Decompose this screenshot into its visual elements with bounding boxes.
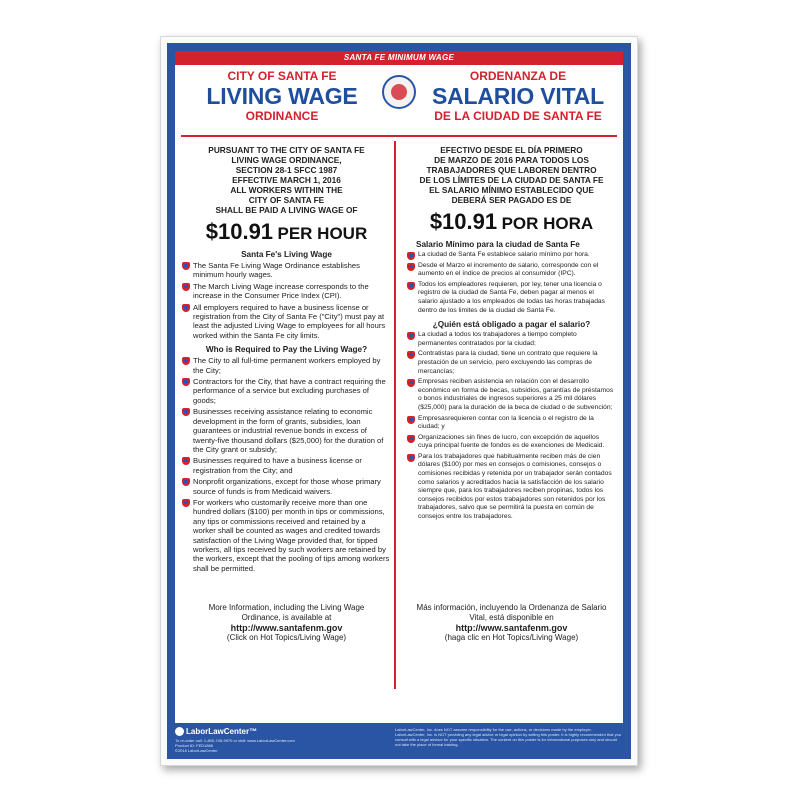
spanish-section1-list: [406, 251, 617, 315]
wage-amount: $10.91: [205, 219, 274, 244]
list-item-text: For workers who customarily receive more than one hundred dollars ($100) per month in tips or commissions, any tips or commissions received and retained by a worker shall be counted as wages and credited towards satisfaction of the Living Wage provided that, for tipped workers, all tips received by such workers are retained by the workers, except that the pooling of tips among workers shall be permitted.: [193, 497, 390, 573]
wage-unit: POR HORA: [501, 214, 594, 233]
spanish-wage: [406, 209, 617, 235]
list-item-text: All employers required to have a business license or registration from the City of Santa Fe ("City") must pay at least the adjusted Living Wage to employees for all hours worked within the Santa Fe city limits.: [193, 302, 386, 340]
header-spanish-title: SALARIO VITAL: [431, 83, 605, 109]
list-item: [181, 356, 390, 375]
list-item-text: The March Living Wage increase corresponds to the increase in the Consumer Price Index (CPI).: [193, 281, 369, 301]
intro-line: SHALL BE PAID A LIVING WAGE OF: [215, 205, 358, 215]
english-url-link[interactable]: http://www.santafenm.gov: [230, 623, 343, 633]
spanish-section1-title: Salario Mínimo para la ciudad de Santa Fe: [416, 240, 580, 249]
more-line: More Information, including the Living Wage: [208, 603, 365, 612]
footer-disclaimer: LaborLawCenter, Inc. does NOT assume responsibility for the use, actions, or decisions made by the employer. LaborLawCenter, Inc. is NOT providing any legal advice or legal opinion by selling this poster. It is highly recommended that you consult with a legal advisor for your specific situation. The content on this poster is for informational purposes only and should not take the place of formal training.: [395, 727, 622, 747]
url-note: (Click on Hot Topics/Living Wage): [226, 633, 347, 642]
spanish-more-info: [406, 603, 617, 643]
footer-line: ©2016 LaborLawCenter: [175, 748, 218, 753]
bullet-shield-icon: [407, 332, 415, 340]
intro-line: SECTION 28-1 SFCC 1987: [235, 165, 338, 175]
bullet-shield-icon: [182, 304, 190, 312]
list-item: [406, 350, 615, 376]
english-intro: [181, 141, 392, 215]
intro-line: CITY OF SANTA FE: [248, 195, 325, 205]
bullet-shield-icon: [407, 379, 415, 387]
list-item: [406, 331, 615, 348]
more-line: Vital, está disponible en: [469, 613, 554, 622]
more-line: Ordinance, is available at: [241, 613, 332, 622]
bullet-shield-icon: [407, 435, 415, 443]
header-english-sub: ORDINANCE: [245, 109, 319, 123]
english-more-info: [181, 603, 392, 643]
intro-line: LIVING WAGE ORDINANCE,: [231, 155, 342, 165]
list-item: [181, 407, 390, 454]
list-item-text: Empresas reciben asistencia en relación con el desarrollo económico en forma de becas, subsidios, garantías de préstamos o bonos industriales de ingresos superiores a 25 mil dólares ($25,000) para la duración de la beca de ciudad o de subvención;: [418, 378, 614, 411]
more-line: Más información, incluyendo la Ordenanza de Salario: [416, 603, 607, 612]
list-item-text: Empresasrequieren contar con la licencia o el registro de la ciudad; y: [418, 414, 594, 431]
list-item-text: Organizaciones sin fines de lucro, con excepción de aquellos cuya principal fuente de fondos es de exenciones de Medicaid.: [418, 433, 605, 450]
city-seal-icon: [382, 75, 416, 109]
list-item-text: Businesses receiving assistance relating to economic development in the form of grants, subsidies, loan guarantees or industrial revenue bonds in excess of twenty-five thousand dollars ($25,000) for the duration of the City grant or subsidy;: [193, 407, 384, 454]
bullet-shield-icon: [182, 499, 190, 507]
spanish-section2-list: [406, 331, 617, 521]
laborlawcenter-logo: [175, 727, 257, 736]
footer-small-print: [175, 738, 335, 753]
intro-line: EFECTIVO DESDE EL DÍA PRIMERO: [440, 145, 583, 155]
header-spanish: [423, 69, 613, 123]
column-divider: [394, 141, 396, 689]
list-item-text: Contratistas para la ciudad, tiene un contrato que requiere la prestación de un servicio, pero excluyendo las compras de mercancías;: [418, 350, 598, 375]
english-section1-title: Santa Fe's Living Wage: [241, 250, 332, 259]
bullet-shield-icon: [407, 282, 415, 290]
banner-title: SANTA FE MINIMUM WAGE: [175, 51, 623, 65]
spanish-url-link[interactable]: http://www.santafenm.gov: [455, 623, 568, 633]
bullet-shield-icon: [182, 457, 190, 465]
list-item: [406, 378, 615, 412]
list-item: [406, 251, 615, 260]
list-item-text: Contractors for the City, that have a contract requiring the performance of a service but excluding purchases of goods;: [193, 377, 386, 405]
list-item: [406, 262, 615, 279]
poster-inner: [175, 51, 623, 723]
wage-unit: PER HOUR: [277, 224, 368, 243]
list-item: [406, 453, 615, 522]
list-item-text: La ciudad a todos los trabajadores a tiempo completo permanentes contratados por la ciudad;: [418, 331, 577, 347]
list-item-text: Todos los empleadores requieren, por ley, tener una licencia o registro de la ciudad de Santa Fe, deben pagar al menos el salario ajustado a los empleados de todas las horas trabajadas dentro de los limites de la ciudad de Santa Fe.: [418, 280, 605, 314]
spanish-intro: [406, 141, 617, 205]
bullet-shield-icon: [407, 252, 415, 260]
english-section1-list: [181, 261, 392, 340]
poster-header: [181, 65, 617, 137]
poster-footer: [175, 725, 623, 757]
bullet-shield-icon: [407, 454, 415, 462]
header-spanish-top: ORDENANZA DE: [469, 69, 567, 83]
list-item: [181, 498, 390, 573]
header-english-top: CITY OF SANTA FE: [227, 69, 337, 83]
list-item: [181, 456, 390, 475]
list-item: [181, 282, 390, 301]
spanish-section2-title: ¿Quién está obligado a pagar el salario?: [432, 320, 591, 330]
intro-line: EL SALARIO MÍNIMO ESTABLECIDO QUE: [429, 185, 594, 195]
intro-line: TRABAJADORES QUE LABOREN DENTRO: [426, 165, 597, 175]
intro-line: EFFECTIVE MARCH 1, 2016: [232, 175, 341, 185]
bullet-shield-icon: [182, 357, 190, 365]
list-item-text: Para los trabajadores que habitualmente reciben más de cien dólares ($100) por mes en consejos o comisiones, consejos o comisiones recibidas y retenida por un trabajador serán contados como salarios y acreditados hacia la satisfacción de los salario siempre que, para los trabajadores reciben propinas, todos los consejos recibidos por estos trabajadores son retenidos por los trabajadores, salvo que se permitirá la puesta en común de consejos entre los trabajadores.: [418, 452, 612, 521]
intro-line: PURSUANT TO THE CITY OF SANTA FE: [208, 145, 365, 155]
poster: [160, 36, 638, 766]
list-item-text: Desde el Marzo el incremento de salario, corresponde con el aumento en el índice de precios al consumidor (IPC).: [418, 261, 599, 278]
logo-mark-icon: [175, 727, 184, 736]
url-note: (haga clic en Hot Topics/Living Wage): [444, 633, 579, 642]
bullet-shield-icon: [182, 478, 190, 486]
list-item: [406, 281, 615, 315]
logo-text: LaborLawCenter™: [186, 727, 258, 736]
intro-line: DE LOS LÍMITES DE LA CIUDAD DE SANTA FE: [419, 175, 604, 185]
header-english-title: LIVING WAGE: [206, 83, 358, 109]
bullet-shield-icon: [407, 263, 415, 271]
bullet-shield-icon: [182, 378, 190, 386]
list-item-text: The Santa Fe Living Wage Ordinance establishes minimum hourly wages.: [193, 261, 360, 280]
poster-frame: [167, 43, 631, 759]
bullet-shield-icon: [407, 351, 415, 359]
english-section2-title: Who is Required to Pay the Living Wage?: [205, 345, 368, 355]
bullet-shield-icon: [182, 408, 190, 416]
footer-line: To re-order call: 1-800-745-9970 or visit: www.LaborLawCenter.com: [175, 738, 295, 743]
footer-line: Product ID: FED1866: [175, 743, 214, 748]
list-item-text: La ciudad de Santa Fe establece salario mínimo por hora.: [418, 251, 590, 258]
header-english: [187, 69, 377, 123]
intro-line: DEBERÁ SER PAGADO ES DE: [451, 195, 572, 205]
intro-line: DE MARZO DE 2016 PARA TODOS LOS: [434, 155, 589, 165]
list-item-text: Businesses required to have a business license or registration from the City; and: [193, 456, 362, 475]
header-spanish-sub: DE LA CIUDAD DE SANTA FE: [434, 109, 602, 123]
bullet-shield-icon: [407, 416, 415, 424]
bullet-shield-icon: [182, 262, 190, 270]
english-section2-list: [181, 356, 392, 573]
list-item: [181, 303, 390, 341]
wage-amount: $10.91: [429, 209, 498, 234]
bullet-shield-icon: [182, 283, 190, 291]
list-item-text: The City to all full-time permanent workers employed by the City;: [193, 356, 381, 375]
list-item: [406, 415, 615, 432]
english-wage: [181, 219, 392, 245]
list-item: [181, 477, 390, 496]
list-item: [181, 377, 390, 405]
list-item-text: Nonprofit organizations, except for those whose primary source of funds is from Medicaid waivers.: [193, 477, 381, 496]
list-item: [406, 434, 615, 451]
list-item: [181, 261, 390, 280]
intro-line: ALL WORKERS WITHIN THE: [230, 185, 343, 195]
